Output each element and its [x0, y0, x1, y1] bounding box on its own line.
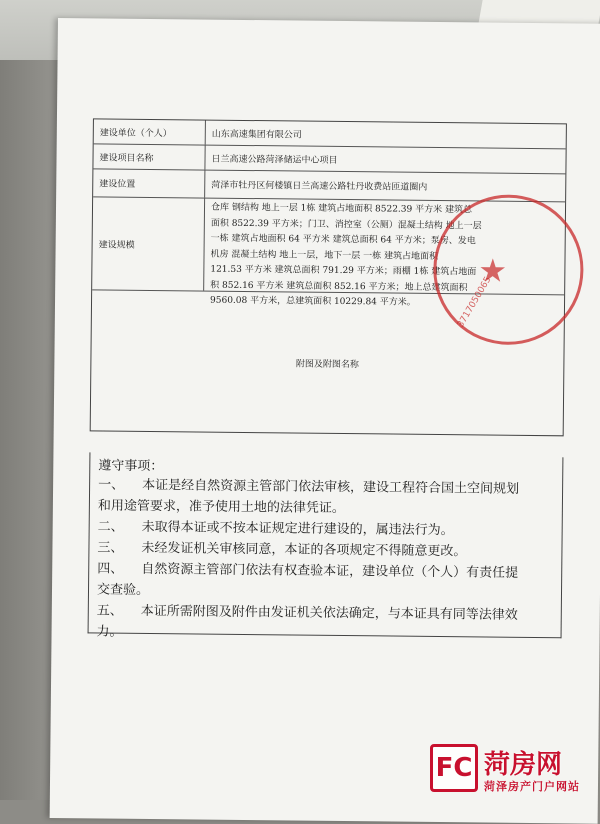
notice-item [96, 600, 548, 647]
seal-number: 3717050065 [455, 275, 494, 330]
row-value: 菏泽市牡丹区何楼镇日兰高速公路牡丹收费站匝道圈内 [211, 180, 428, 193]
notice-text: 自然资源主管部门依法有权查验本证，建设单位（个人）有责任提 [141, 561, 519, 581]
notice-item [98, 474, 550, 521]
row-label: 建设位置 [93, 169, 205, 197]
logo-name: 菏房网 [484, 750, 563, 780]
scale-line: 121.53 平方米 建筑总面积 791.29 平方米；雨棚 1栋 建筑占地面 [210, 264, 477, 278]
notice-text: 本证是经自然资源主管部门依法审核，建设工程符合国土空间规划 [142, 477, 520, 497]
scale-line: 9560.08 平方米，总建筑面积 10229.84 平方米。 [209, 295, 416, 308]
logo-mark-icon: FC [430, 744, 478, 792]
scale-line: 一栋 建筑占地面积 64 平方米 建筑总面积 64 平方米；泵房、发电 [210, 233, 476, 247]
notice-item [97, 558, 549, 605]
notice-text: 未经发证机关审核同意，本证的各项规定不得随意更改。 [141, 540, 467, 560]
notice-text: 力。 [96, 624, 123, 640]
notice-title: 遵守事项： [98, 458, 164, 475]
scale-line: 仓库 钢结构 地上一层 1栋 建筑占地面积 8522.39 平方米 建筑总 [210, 202, 473, 216]
notice-number: 二、 [97, 519, 124, 535]
notice-section [88, 452, 564, 638]
logo-subtitle: 菏泽房产门户网站 [484, 780, 580, 793]
attachment-label: 附图及附图名称 [295, 359, 359, 370]
notice-number: 四、 [97, 561, 124, 577]
official-seal [433, 194, 585, 346]
row-label: 建设规模 [92, 197, 205, 290]
scale-line: 机房 混凝土结构 地上一层，地下一层 一栋 建筑占地面积 [210, 249, 439, 262]
row-label: 建设项目名称 [93, 144, 205, 169]
scale-line: 积 852.16 平方米 建筑总面积 852.16 平方米；地上总建筑面积 [210, 280, 468, 293]
notice-number: 三、 [97, 540, 124, 556]
scale-line: 面积 8522.39 平方米；门卫、消控室（公厕）混凝土结构 地上一层 [210, 218, 482, 231]
notice-text: 本证所需附图及附件由发证机关依法确定，与本证具有同等法律效 [140, 603, 518, 623]
row-label: 建设单位（个人） [94, 119, 206, 144]
notice-number: 一、 [98, 477, 125, 493]
notice-number: 五、 [96, 603, 123, 619]
certificate-page [50, 18, 600, 824]
notice-text: 和用途管要求，准予使用土地的法律凭证。 [97, 498, 345, 517]
notice-text: 未取得本证或不按本证规定进行建设的，属违法行为。 [141, 519, 454, 539]
row-value: 山东高速集团有限公司 [211, 129, 302, 141]
row-value: 日兰高速公路菏泽储运中心项目 [211, 154, 338, 166]
site-logo [430, 744, 600, 800]
seal-star-icon: ★ [478, 251, 508, 290]
notice-text: 交查验。 [96, 582, 150, 598]
